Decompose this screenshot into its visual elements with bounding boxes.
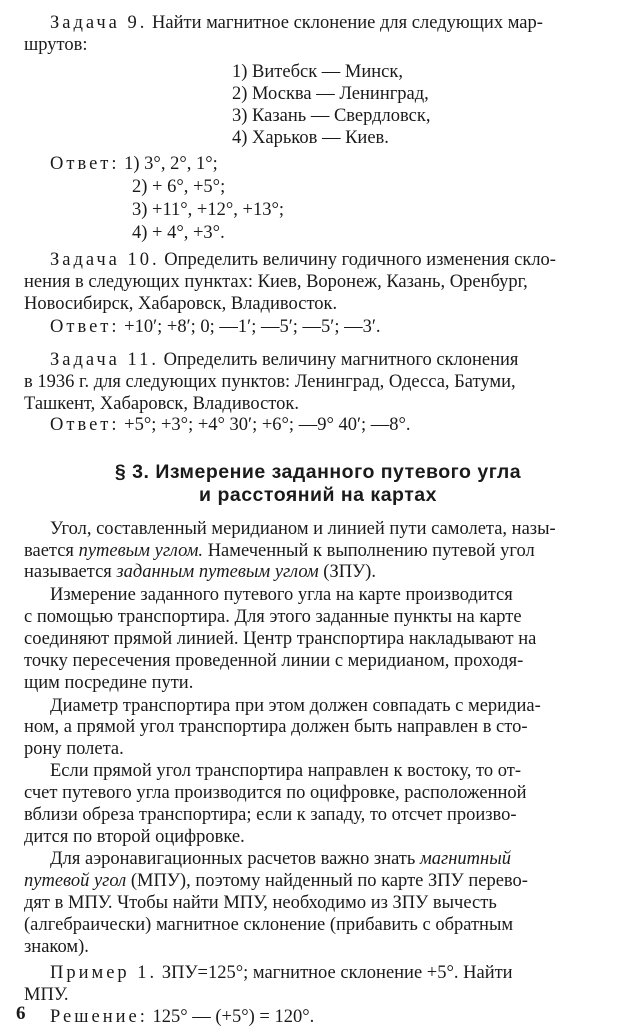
text-run: называется [24,562,117,582]
term-path-angle: путевым углом. [78,541,204,561]
paragraph-line: вблизи обреза транспортира; если к западу, то отсчет произво- [24,805,517,825]
paragraph-line: дят в МПУ. Чтобы найти МПУ, необходимо из ЗПУ вычесть [24,893,497,913]
paragraph-line: знаком). [24,937,89,957]
task11-line3: Ташкент, Хабаровск, Владивосток. [24,394,299,414]
section-heading-line1: § 3. Измерение заданного путевого угла [114,461,522,483]
task9-answer-item: 4) + 4°, +3°. [132,223,225,243]
paragraph-line [24,561,376,583]
task9-label: Задача 9. [50,13,148,33]
example-text: ЗПУ=125°; магнитное склонение +5°. Найти [161,963,513,983]
task11-answer-line [50,414,411,436]
paragraph-line: с помощью транспортира. Для этого заданные пункты на карте [24,607,522,627]
task11-answer: +5°; +3°; +4° 30′; +6°; —9° 40′; —8°. [124,415,411,435]
paragraph-line: дится по второй оцифровке. [24,827,245,847]
paragraph-line: точку пересечения проведенной линии с меридианом, проходя- [24,651,524,671]
paragraph-line: Угол, составленный меридианом и линией пути самолета, назы- [50,519,556,539]
solution-label: Решение: [50,1007,148,1027]
paragraph-line: счет путевого угла производится по оцифровке, расположенной [24,783,527,803]
text-run: Для аэронавигационных расчетов важно знать [50,849,420,869]
task9-answer-item: 3) +11°, +12°, +13°; [132,200,284,220]
task10-line1 [50,249,556,271]
term-given-path-angle: заданным путевым углом [116,562,319,582]
task11-answer-label: Ответ: [50,415,120,435]
task11-line2: в 1936 г. для следующих пунктов: Ленинград, Одесса, Батуми, [24,372,516,392]
term-magnetic: магнитный [419,849,511,869]
text-run: Намеченный к выполнению путевой угол [203,541,535,561]
paragraph-line [50,848,511,870]
paragraph-line: щим посредине пути. [24,673,194,693]
solution-line [50,1006,314,1028]
route-item: 1) Витебск — Минск, [232,62,404,82]
text-run: вается [24,541,79,561]
paragraph-line: соединяют прямой линией. Центр транспортира накладывают на [24,629,537,649]
text-run: (МПУ), поэтому найденный по карте ЗПУ перево- [126,871,528,891]
task10-answer-label: Ответ: [50,317,120,337]
paragraph-line: Если прямой угол транспортира направлен к востоку, то от- [50,761,522,781]
paragraph-line: Измерение заданного путевого угла на карте производится [50,585,513,605]
example-line1 [50,962,513,984]
task9-answer-label: Ответ: [50,154,120,174]
task10-text: Определить величину годичного изменения скло- [164,250,556,270]
route-item: 2) Москва — Ленинград, [232,84,429,104]
task9-answer-item: 2) + 6°, +5°; [132,177,226,197]
text-run: (ЗПУ). [318,562,376,582]
paragraph-line [24,870,528,892]
task10-answer-line [50,316,381,338]
example-line2: МПУ. [24,985,69,1005]
paragraph-line: Диаметр транспортира при этом должен совпадать с меридиа- [50,696,541,716]
paragraph-line: ном, а прямой угол транспортира должен быть направлен в сто- [24,717,528,737]
task10-label: Задача 10. [50,250,160,270]
task11-label: Задача 11. [50,350,159,370]
section-heading-line2: и расстояний на картах [199,484,437,506]
task11-line1 [50,349,518,371]
paragraph-line: рону полета. [24,739,124,759]
task11-text: Определить величину магнитного склонения [163,350,519,370]
page-number: 6 [16,1003,26,1024]
route-item: 4) Харьков — Киев. [232,128,389,148]
task9-line1 [50,12,543,34]
paragraph-line: (алгебраически) магнитное склонение (прибавить с обратным [24,915,514,935]
task10-line3: Новосибирск, Хабаровск, Владивосток. [24,294,338,314]
solution-text: 125° — (+5°) = 120°. [152,1007,315,1027]
route-item: 3) Казань — Свердловск, [232,106,431,126]
task9-line2: шрутов: [24,35,88,55]
term-path-angle-2: путевой угол [24,871,127,891]
paragraph-line [24,540,535,562]
task9-text: Найти магнитное склонение для следующих мар- [152,13,543,33]
task10-line2: нения в следующих пунктах: Киев, Воронеж, Казань, Оренбург, [24,272,528,292]
task10-answer: +10′; +8′; 0; —1′; —5′; —5′; —3′. [124,317,381,337]
task9-answer-item: 1) 3°, 2°, 1°; [124,154,218,174]
example-label: Пример 1. [50,963,158,983]
task9-answer-line [50,153,218,175]
